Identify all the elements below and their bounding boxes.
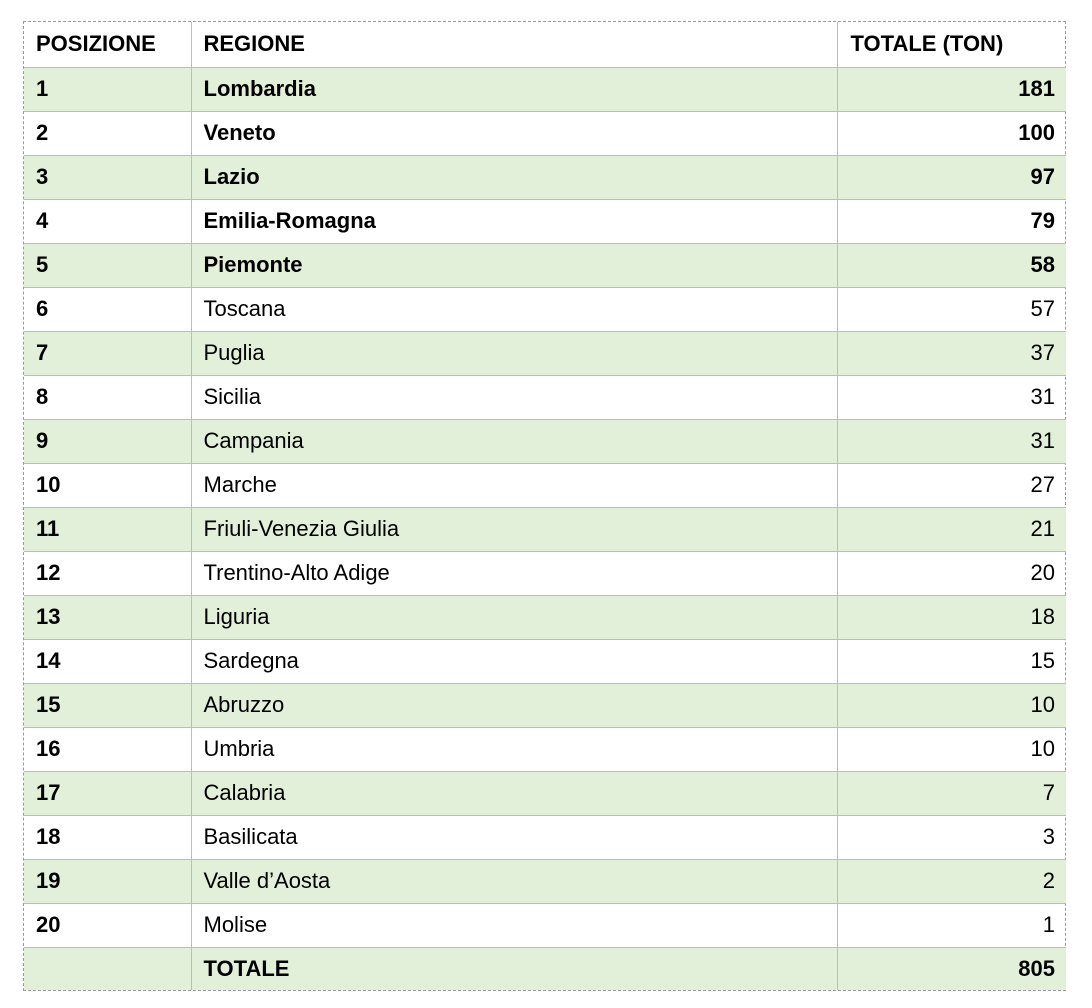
cell-region: Piemonte xyxy=(191,243,837,287)
cell-position: 19 xyxy=(24,859,191,903)
cell-position: 12 xyxy=(24,551,191,595)
cell-position: 10 xyxy=(24,463,191,507)
cell-region: Friuli-Venezia Giulia xyxy=(191,507,837,551)
cell-region: Abruzzo xyxy=(191,683,837,727)
cell-total: 18 xyxy=(837,595,1066,639)
cell-region: Basilicata xyxy=(191,815,837,859)
header-total: TOTALE (TON) xyxy=(837,22,1066,67)
cell-position: 16 xyxy=(24,727,191,771)
cell-total: 31 xyxy=(837,419,1066,463)
table-row xyxy=(24,243,1066,287)
table-row xyxy=(24,155,1066,199)
table-row xyxy=(24,507,1066,551)
cell-position: 13 xyxy=(24,595,191,639)
cell-total: 37 xyxy=(837,331,1066,375)
cell-position: 9 xyxy=(24,419,191,463)
cell-total: 7 xyxy=(837,771,1066,815)
cell-region: Umbria xyxy=(191,727,837,771)
total-value: 805 xyxy=(837,947,1066,990)
table-row xyxy=(24,859,1066,903)
ranking-table xyxy=(24,22,1066,990)
header-region: REGIONE xyxy=(191,22,837,67)
cell-position: 6 xyxy=(24,287,191,331)
cell-total: 31 xyxy=(837,375,1066,419)
cell-region: Valle d’Aosta xyxy=(191,859,837,903)
cell-position: 1 xyxy=(24,67,191,111)
table-row xyxy=(24,199,1066,243)
cell-total: 57 xyxy=(837,287,1066,331)
table-row xyxy=(24,903,1066,947)
table-row xyxy=(24,331,1066,375)
cell-position: 15 xyxy=(24,683,191,727)
cell-position: 5 xyxy=(24,243,191,287)
table-row xyxy=(24,595,1066,639)
cell-position: 20 xyxy=(24,903,191,947)
cell-region: Emilia-Romagna xyxy=(191,199,837,243)
cell-region: Trentino-Alto Adige xyxy=(191,551,837,595)
table-row xyxy=(24,551,1066,595)
table-row xyxy=(24,67,1066,111)
cell-position: 2 xyxy=(24,111,191,155)
cell-position: 17 xyxy=(24,771,191,815)
table-row xyxy=(24,815,1066,859)
cell-total: 21 xyxy=(837,507,1066,551)
table-row xyxy=(24,375,1066,419)
cell-total: 15 xyxy=(837,639,1066,683)
cell-region: Marche xyxy=(191,463,837,507)
cell-total: 2 xyxy=(837,859,1066,903)
cell-region: Sicilia xyxy=(191,375,837,419)
ranking-table-container xyxy=(23,21,1066,991)
cell-total: 1 xyxy=(837,903,1066,947)
cell-region: Sardegna xyxy=(191,639,837,683)
table-row xyxy=(24,287,1066,331)
cell-position: 14 xyxy=(24,639,191,683)
cell-region: Lombardia xyxy=(191,67,837,111)
cell-region: Puglia xyxy=(191,331,837,375)
table-row xyxy=(24,463,1066,507)
cell-position: 11 xyxy=(24,507,191,551)
cell-region: Lazio xyxy=(191,155,837,199)
table-row xyxy=(24,111,1066,155)
table-row xyxy=(24,419,1066,463)
cell-total: 181 xyxy=(837,67,1066,111)
cell-region: Molise xyxy=(191,903,837,947)
table-row xyxy=(24,771,1066,815)
cell-total: 10 xyxy=(837,683,1066,727)
cell-total: 20 xyxy=(837,551,1066,595)
table-body xyxy=(24,67,1066,947)
header-position: POSIZIONE xyxy=(24,22,191,67)
cell-total: 27 xyxy=(837,463,1066,507)
cell-region: Calabria xyxy=(191,771,837,815)
table-total-row xyxy=(24,947,1066,990)
cell-region: Toscana xyxy=(191,287,837,331)
table-header-row xyxy=(24,22,1066,67)
cell-position: 8 xyxy=(24,375,191,419)
cell-region: Veneto xyxy=(191,111,837,155)
table-row xyxy=(24,727,1066,771)
cell-total: 3 xyxy=(837,815,1066,859)
cell-total: 79 xyxy=(837,199,1066,243)
table-row xyxy=(24,639,1066,683)
cell-total: 58 xyxy=(837,243,1066,287)
cell-total: 100 xyxy=(837,111,1066,155)
cell-region: Liguria xyxy=(191,595,837,639)
cell-position: 3 xyxy=(24,155,191,199)
total-position-cell xyxy=(24,947,191,990)
cell-position: 4 xyxy=(24,199,191,243)
cell-total: 97 xyxy=(837,155,1066,199)
table-row xyxy=(24,683,1066,727)
cell-total: 10 xyxy=(837,727,1066,771)
cell-region: Campania xyxy=(191,419,837,463)
total-label: TOTALE xyxy=(191,947,837,990)
cell-position: 7 xyxy=(24,331,191,375)
cell-position: 18 xyxy=(24,815,191,859)
